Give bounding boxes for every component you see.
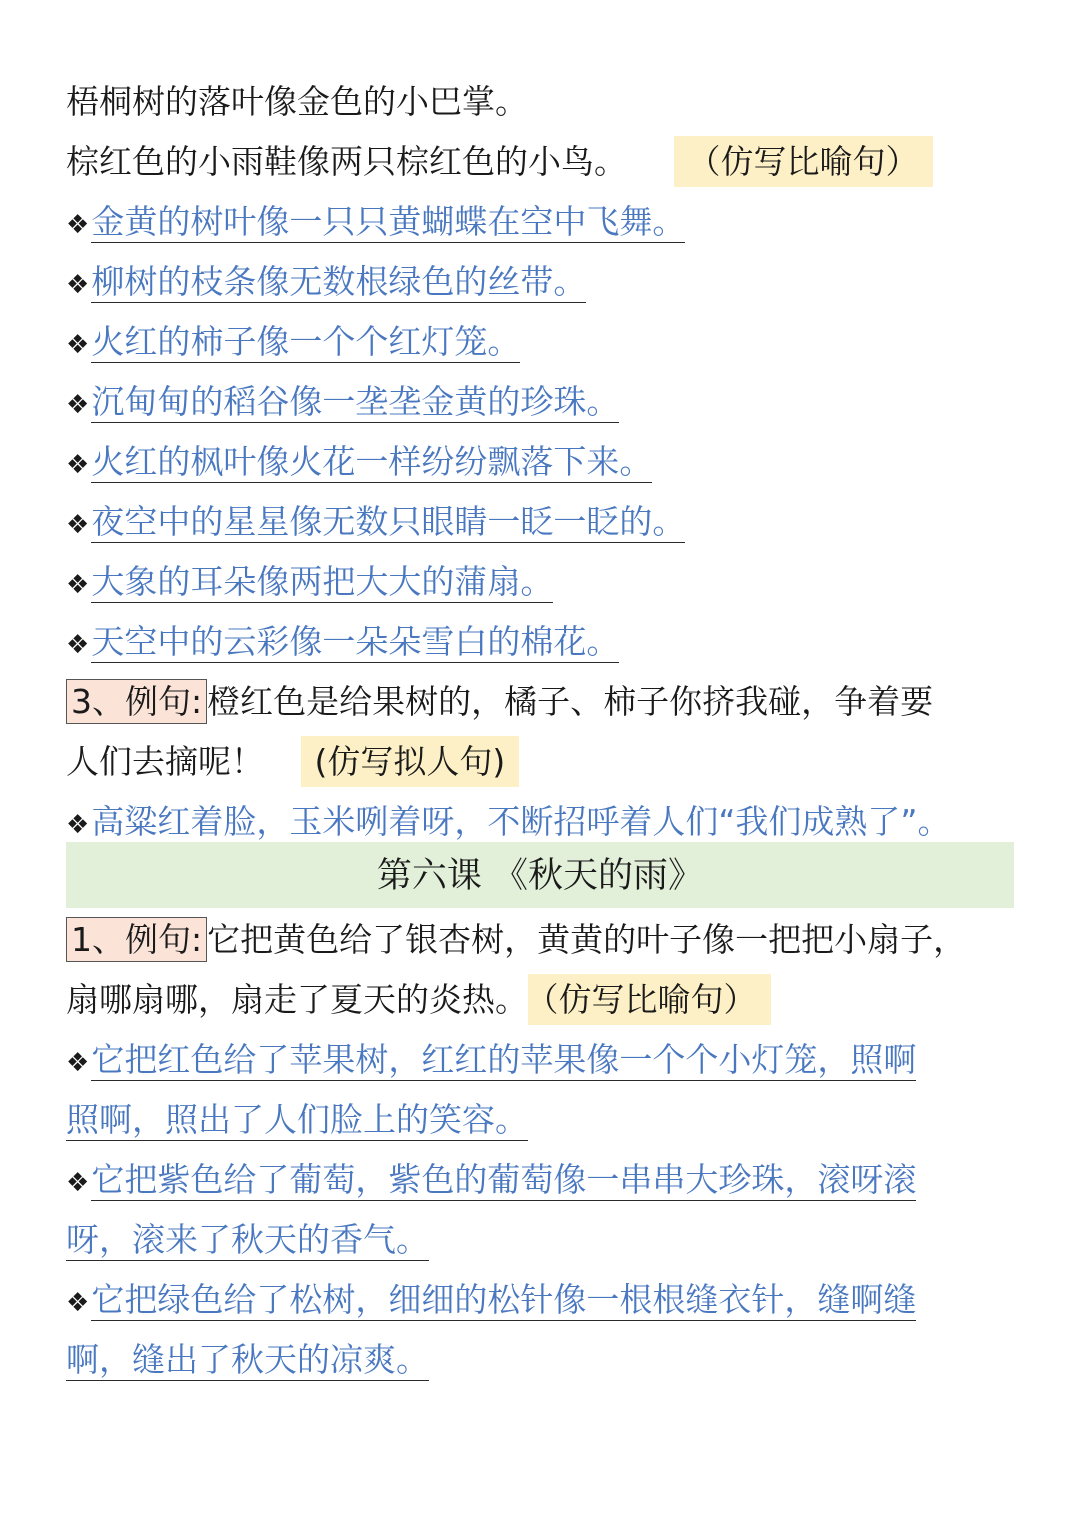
example-text: 人们去摘呢！ (66, 742, 264, 781)
example-label: 1、例句: (66, 917, 207, 962)
answer-text: 它把紫色给了葡萄，紫色的葡萄像一串串大珍珠，滚呀滚 (91, 1160, 917, 1199)
diamond-bullet-icon: ❖ (66, 330, 90, 360)
example-1-line-1 (66, 910, 1016, 970)
answer-text: 火红的柿子像一个个红灯笼。 (91, 322, 521, 361)
diamond-bullet-icon: ❖ (66, 1288, 90, 1318)
answer-text: 它把绿色给了松树，细细的松针像一根根缝衣针，缝啊缝 (91, 1280, 917, 1319)
exercise-tag: (仿写拟人句) (301, 736, 520, 787)
example-line-2 (66, 132, 1016, 192)
answer-text: 沉甸甸的稻谷像一垄垄金黄的珍珠。 (91, 382, 620, 421)
example-1-line-2 (66, 970, 1016, 1030)
example-text: 橙红色是给果树的，橘子、柿子你挤我碰，争着要 (207, 682, 934, 721)
exercise-tag: （仿写比喻句） (528, 974, 771, 1025)
answer-line (66, 1270, 1016, 1330)
example-3-line-2 (66, 732, 1016, 792)
example-text: 扇哪扇哪，扇走了夏天的炎热。 (66, 980, 528, 1019)
example-text: 棕红色的小雨鞋像两只棕红色的小鸟。 (66, 142, 627, 181)
diamond-bullet-icon: ❖ (66, 810, 90, 840)
answer-line-continued (66, 1210, 1016, 1270)
answer-text: 它把红色给了苹果树，红红的苹果像一个个小灯笼，照啊 (91, 1040, 917, 1079)
answer-line (66, 312, 1016, 372)
diamond-bullet-icon: ❖ (66, 630, 90, 660)
example-text: 梧桐树的落叶像金色的小巴掌。 (66, 82, 528, 121)
example-text: 它把黄色给了银杏树，黄黄的叶子像一把把小扇子， (207, 920, 967, 959)
example-line-1 (66, 72, 1016, 132)
answer-line (66, 552, 1016, 612)
section-title: 第六课 《秋天的雨》 (376, 856, 704, 896)
answer-text: 金黄的树叶像一只只黄蝴蝶在空中飞舞。 (91, 202, 686, 241)
example-3-line-1 (66, 672, 1016, 732)
answer-text: 照啊，照出了人们脸上的笑容。 (66, 1100, 528, 1139)
answer-line-continued (66, 1330, 1016, 1390)
answer-line (66, 492, 1016, 552)
example-label: 3、例句: (66, 679, 207, 724)
diamond-bullet-icon: ❖ (66, 1168, 90, 1198)
answer-text: 柳树的枝条像无数根绿色的丝带。 (91, 262, 587, 301)
answer-line (66, 1030, 1016, 1090)
diamond-bullet-icon: ❖ (66, 210, 90, 240)
answer-text: 夜空中的星星像无数只眼睛一眨一眨的。 (91, 502, 686, 541)
answer-line (66, 372, 1016, 432)
answer-text: 呀，滚来了秋天的香气。 (66, 1220, 429, 1259)
answer-line (66, 432, 1016, 492)
answer-line (66, 252, 1016, 312)
answer-text: 高粱红着脸，玉米咧着呀，不断招呼着人们“我们成熟了”。 (91, 802, 951, 841)
diamond-bullet-icon: ❖ (66, 390, 90, 420)
answer-text: 天空中的云彩像一朵朵雪白的棉花。 (91, 622, 620, 661)
diamond-bullet-icon: ❖ (66, 270, 90, 300)
answer-text: 火红的枫叶像火花一样纷纷飘落下来。 (91, 442, 653, 481)
answer-line-continued (66, 1090, 1016, 1150)
answer-line (66, 612, 1016, 672)
diamond-bullet-icon: ❖ (66, 570, 90, 600)
exercise-tag: （仿写比喻句） (674, 136, 933, 187)
diamond-bullet-icon: ❖ (66, 510, 90, 540)
answer-line (66, 192, 1016, 252)
answer-line (66, 1150, 1016, 1210)
diamond-bullet-icon: ❖ (66, 1048, 90, 1078)
diamond-bullet-icon: ❖ (66, 450, 90, 480)
answer-text: 大象的耳朵像两把大大的蒲扇。 (91, 562, 554, 601)
answer-text: 啊，缝出了秋天的凉爽。 (66, 1340, 429, 1379)
